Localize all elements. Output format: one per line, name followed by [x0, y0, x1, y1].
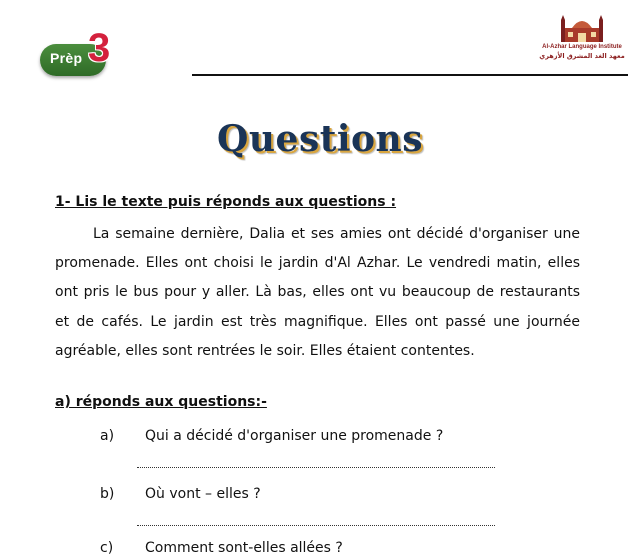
institute-logo: [532, 14, 632, 64]
prep-badge: [36, 26, 122, 82]
question-b-text: Où vont – elles ?: [145, 486, 261, 502]
question-b-label: b): [100, 486, 115, 502]
answer-line-b[interactable]: [137, 525, 495, 526]
question-c-text: Comment sont-elles allées ?: [145, 540, 343, 556]
question-a-text: Qui a décidé d'organiser une promenade ?: [145, 428, 444, 444]
prep-badge-label: Prèp: [50, 50, 83, 66]
section-1-heading: 1- Lis le texte puis réponds aux questions :: [55, 194, 397, 210]
page-title: Questions: [217, 118, 423, 160]
header-rule: [192, 74, 628, 76]
reading-paragraph: La semaine dernière, Dalia et ses amies ont décidé d'organiser une promenade. Elles ont choisi le jardin d'Al Azhar. Le vendredi matin, elles ont pris le bus pour y aller. Là bas, elles ont vu beaucoup de restaurants et de cafés. Le jardin est très magnifique. Elles ont passé une journée agréable, elles sont rentrées le soir. Elles étaient contentes.: [55, 226, 580, 359]
part-a-heading: a) réponds aux questions:-: [55, 394, 267, 410]
answer-line-a[interactable]: [137, 467, 495, 468]
question-c-label: c): [100, 540, 114, 556]
question-a-label: a): [100, 428, 115, 444]
mosque-logo-icon: [558, 14, 606, 44]
logo-text-en: Al-Azhar Language Institute: [542, 44, 622, 50]
logo-text-ar: معهد الغد المشرق الأزهري: [539, 52, 625, 60]
prep-badge-number: 3: [88, 26, 111, 70]
